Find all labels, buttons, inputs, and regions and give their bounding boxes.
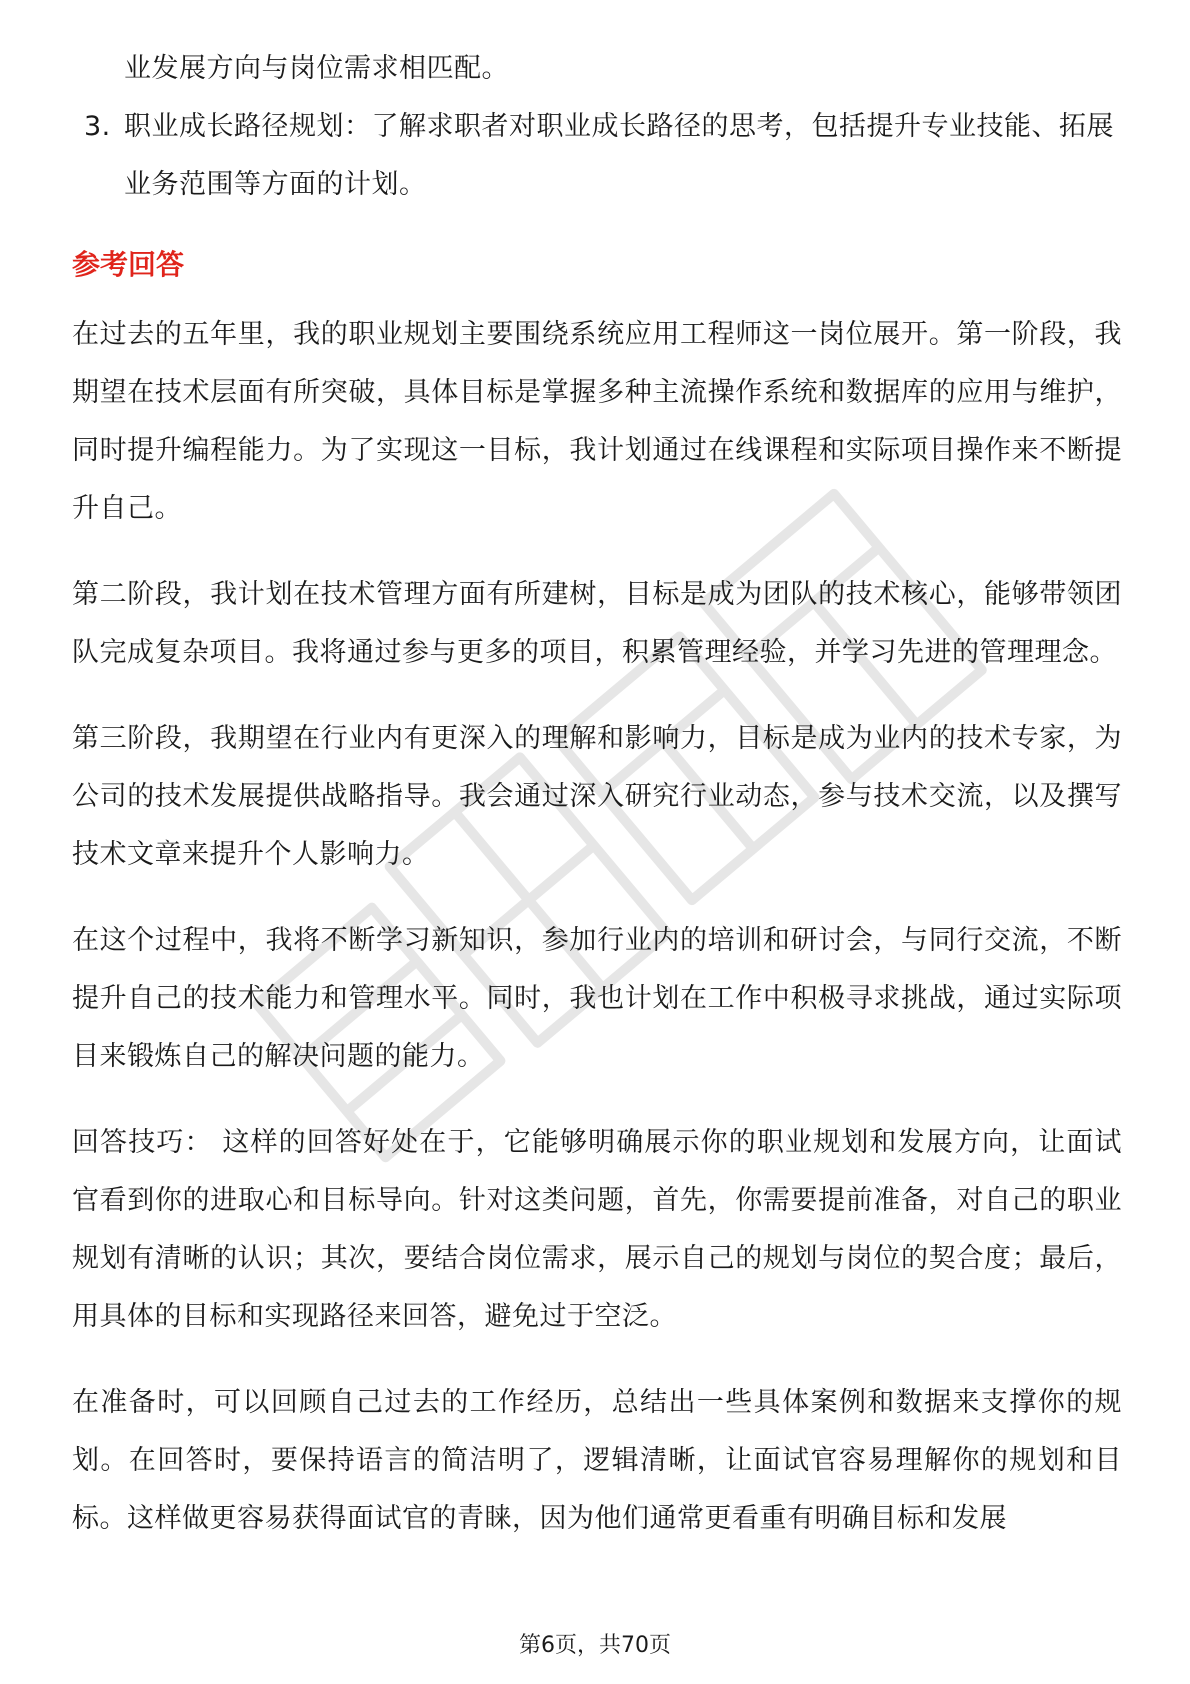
list-item-number: 3. bbox=[84, 111, 111, 142]
paragraph: 第二阶段，我计划在技术管理方面有所建树，目标是成为团队的技术核心，能够带领团队完成复杂项目。我将通过参与更多的项目，积累管理经验，并学习先进的管理理念。 bbox=[72, 579, 1122, 668]
paragraph: 在这个过程中，我将不断学习新知识，参加行业内的培训和研讨会，与同行交流，不断提升自己的技术能力和管理水平。同时，我也计划在工作中积极寻求挑战，通过实际项目来锻炼自己的解决问题的能力。 bbox=[72, 925, 1122, 1072]
page-content bbox=[72, 40, 1122, 1576]
page-footer: 第6页，共70页 bbox=[519, 1633, 671, 1658]
list-item-text: 职业成长路径规划：了解求职者对职业成长路径的思考，包括提升专业技能、拓展业务范围等方面的计划。 bbox=[124, 111, 1114, 200]
section-heading: 参考回答 bbox=[72, 248, 185, 281]
paragraph: 第三阶段，我期望在行业内有更深入的理解和影响力，目标是成为业内的技术专家，为公司的技术发展提供战略指导。我会通过深入研究行业动态，参与技术交流，以及撰写技术文章来提升个人影响力。 bbox=[72, 723, 1122, 870]
list-item bbox=[72, 98, 1122, 214]
paragraph: 在准备时，可以回顾自己过去的工作经历，总结出一些具体案例和数据来支撑你的规划。在回答时，要保持语言的简洁明了，逻辑清晰，让面试官容易理解你的规划和目标。这样做更容易获得面试官的青睐，因为他们通常更看重有明确目标和发展 bbox=[72, 1387, 1122, 1534]
paragraph: 在过去的五年里，我的职业规划主要围绕系统应用工程师这一岗位展开。第一阶段，我期望在技术层面有所突破，具体目标是掌握多种主流操作系统和数据库的应用与维护，同时提升编程能力。为了实现这一目标，我计划通过在线课程和实际项目操作来不断提升自己。 bbox=[72, 319, 1122, 524]
continuation-line: 业发展方向与岗位需求相匹配。 bbox=[124, 53, 509, 84]
paragraph: 回答技巧： 这样的回答好处在于，它能够明确展示你的职业规划和发展方向，让面试官看到你的进取心和目标导向。针对这类问题，首先，你需要提前准备，对自己的职业规划有清晰的认识；其次，要结合岗位需求，展示自己的规划与岗位的契合度；最后，用具体的目标和实现路径来回答，避免过于空泛。 bbox=[72, 1127, 1122, 1332]
